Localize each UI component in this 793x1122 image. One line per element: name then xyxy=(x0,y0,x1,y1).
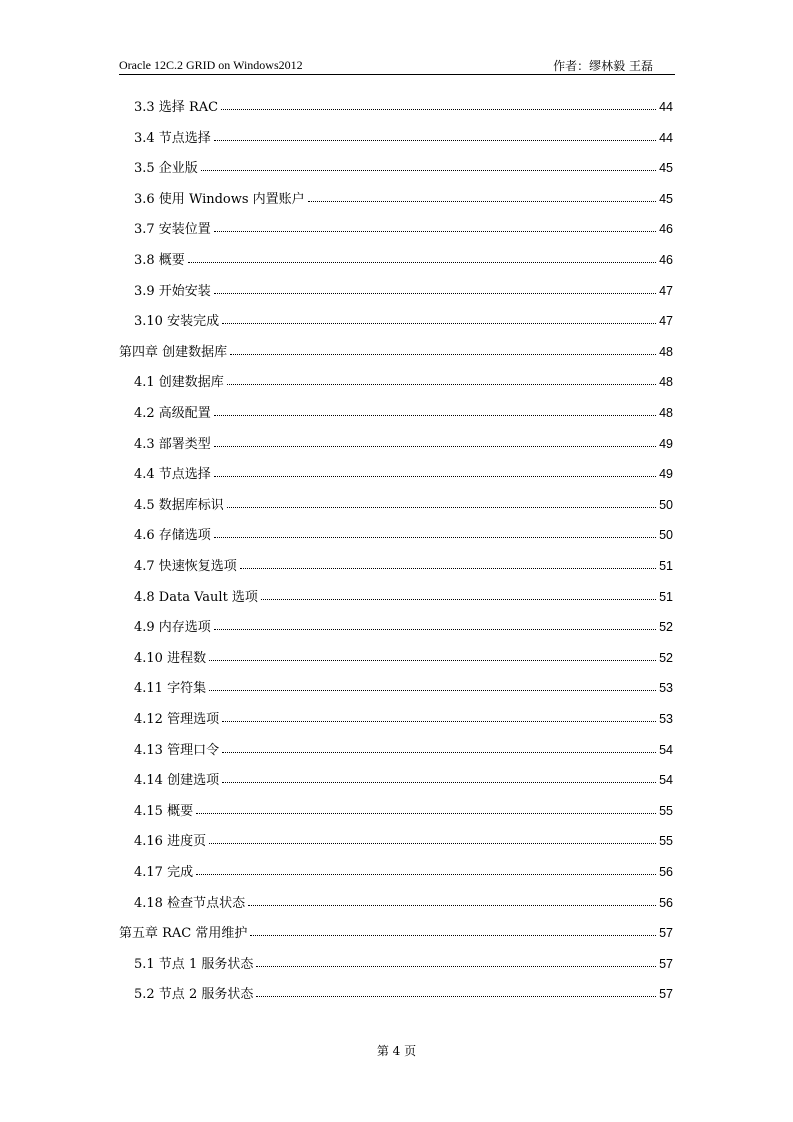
toc-dot-leader xyxy=(222,772,656,783)
toc-entry[interactable] xyxy=(119,341,673,361)
toc-entry-title: 4.7 快速恢复选项 xyxy=(134,559,237,574)
page-header xyxy=(119,56,675,75)
toc-entry-page: 50 xyxy=(659,528,673,543)
toc-entry[interactable] xyxy=(134,983,673,1003)
toc-entry-title: 第五章 RAC 常用维护 xyxy=(119,926,248,942)
toc-dot-leader xyxy=(196,864,656,875)
toc-entry[interactable] xyxy=(134,218,673,238)
toc-dot-leader xyxy=(214,221,656,232)
toc-entry-title: 4.15 概要 xyxy=(134,803,194,819)
toc-entry-page: 57 xyxy=(659,956,673,971)
toc-entry-title: 4.8 Data Vault 选项 xyxy=(134,589,258,605)
toc-entry-page: 57 xyxy=(659,926,673,941)
toc-entry-page: 55 xyxy=(659,834,673,849)
toc-entry-page: 54 xyxy=(659,773,673,788)
toc-entry-page: 55 xyxy=(659,803,673,818)
toc-entry-page: 51 xyxy=(659,589,673,604)
toc-entry-title: 4.11 字符集 xyxy=(134,681,207,697)
toc-entry-title: 4.9 内存选项 xyxy=(134,620,211,636)
header-authors: 作者：缪林毅 王磊 xyxy=(553,59,653,73)
toc-entry[interactable] xyxy=(134,800,673,820)
toc-dot-leader xyxy=(214,619,656,630)
toc-entry-page: 49 xyxy=(659,467,673,482)
toc-dot-leader xyxy=(308,191,656,202)
toc-dot-leader xyxy=(222,711,656,722)
toc-entry[interactable] xyxy=(134,463,673,483)
toc-entry-title: 4.13 管理口令 xyxy=(134,742,220,758)
toc-entry-page: 49 xyxy=(659,436,673,451)
page-number: 第 4 页 xyxy=(376,1044,417,1058)
toc-entry-page: 52 xyxy=(659,650,673,665)
toc-entry-title: 4.17 完成 xyxy=(134,865,194,880)
toc-dot-leader xyxy=(250,925,656,936)
toc-dot-leader xyxy=(209,680,656,691)
toc-entry-title: 第四章 创建数据库 xyxy=(119,344,228,360)
toc-entry[interactable] xyxy=(134,96,673,116)
toc-entry-title: 4.18 检查节点状态 xyxy=(134,895,246,911)
toc-entry-page: 56 xyxy=(659,895,673,910)
toc-entry-page: 47 xyxy=(659,283,673,298)
toc-dot-leader xyxy=(196,803,656,814)
toc-entry[interactable] xyxy=(134,494,673,514)
toc-entry-page: 54 xyxy=(659,742,673,757)
toc-entry-title: 3.5 企业版 xyxy=(134,161,198,177)
toc-entry-page: 48 xyxy=(659,344,673,359)
toc-entry[interactable] xyxy=(134,157,673,177)
toc-dot-leader xyxy=(222,742,656,753)
toc-entry-page: 56 xyxy=(659,865,673,879)
toc-entry-page: 57 xyxy=(659,987,673,1002)
toc-entry-title: 3.9 开始安装 xyxy=(134,283,211,299)
toc-entry[interactable] xyxy=(134,892,673,912)
toc-entry[interactable] xyxy=(134,280,673,300)
toc-dot-leader xyxy=(248,895,656,906)
toc-entry[interactable] xyxy=(134,127,673,147)
toc-entry-title: 3.7 安装位置 xyxy=(134,222,211,238)
toc-entry-title: 4.12 管理选项 xyxy=(134,712,220,727)
toc-dot-leader xyxy=(214,283,656,294)
toc-entry-page: 47 xyxy=(659,314,673,329)
toc-dot-leader xyxy=(214,436,656,447)
toc-entry-title: 4.1 创建数据库 xyxy=(134,375,224,391)
toc-entry-page: 53 xyxy=(659,712,673,726)
toc-entry[interactable] xyxy=(134,708,673,728)
toc-dot-leader xyxy=(214,130,656,141)
toc-entry-page: 52 xyxy=(659,620,673,635)
toc-dot-leader xyxy=(201,160,656,171)
toc-entry-page: 46 xyxy=(659,253,673,267)
toc-entry-title: 4.16 进度页 xyxy=(134,834,207,850)
toc-entry-title: 4.10 进程数 xyxy=(134,650,207,666)
toc-entry-page: 48 xyxy=(659,406,673,420)
toc-entry-title: 3.3 选择 RAC xyxy=(134,100,219,115)
toc-entry-title: 5.2 节点 2 服务状态 xyxy=(134,987,254,1003)
toc-dot-leader xyxy=(227,497,656,508)
toc-entry-title: 4.3 部署类型 xyxy=(134,436,211,452)
toc-entry-title: 4.6 存储选项 xyxy=(134,528,211,544)
toc-entry[interactable] xyxy=(134,310,673,330)
toc-entry[interactable] xyxy=(134,953,673,973)
toc-entry[interactable] xyxy=(134,188,673,208)
toc-entry[interactable] xyxy=(134,555,673,575)
toc-entry-title: 3.6 使用 Windows 内置账户 xyxy=(134,191,305,207)
toc-entry-title: 4.14 创建选项 xyxy=(134,773,220,789)
toc-entry-title: 4.2 高级配置 xyxy=(134,406,211,421)
toc-entry-page: 53 xyxy=(659,681,673,696)
toc-dot-leader xyxy=(230,344,656,355)
toc-entry-page: 45 xyxy=(659,161,673,176)
toc-entry-title: 4.5 数据库标识 xyxy=(134,497,224,513)
toc-entry-title: 3.10 安装完成 xyxy=(134,314,220,330)
toc-entry[interactable] xyxy=(134,861,673,881)
toc-entry-title: 3.8 概要 xyxy=(134,253,185,268)
toc-entry-title: 4.4 节点选择 xyxy=(134,467,211,483)
toc-entry-title: 3.4 节点选择 xyxy=(134,130,211,146)
toc-entry-page: 46 xyxy=(659,222,673,237)
toc-entry[interactable] xyxy=(134,677,673,697)
toc-entry-title: 5.1 节点 1 服务状态 xyxy=(134,956,254,972)
toc-dot-leader xyxy=(256,956,656,967)
header-doc-title: Oracle 12C.2 GRID on Windows2012 xyxy=(119,58,303,72)
toc-entry[interactable] xyxy=(134,433,673,453)
toc-entry[interactable] xyxy=(134,830,673,850)
toc-entry-page: 50 xyxy=(659,497,673,512)
toc-entry-page: 44 xyxy=(659,100,673,114)
toc-entry[interactable] xyxy=(134,249,673,269)
toc-entry[interactable] xyxy=(134,769,673,789)
toc-dot-leader xyxy=(188,252,656,263)
toc-entry[interactable] xyxy=(134,371,673,391)
toc-dot-leader xyxy=(221,99,656,110)
toc-dot-leader xyxy=(209,833,656,844)
toc-dot-leader xyxy=(209,650,656,661)
toc-entry[interactable] xyxy=(134,616,673,636)
toc-dot-leader xyxy=(222,313,656,324)
toc-dot-leader xyxy=(214,466,656,477)
toc-dot-leader xyxy=(227,374,656,385)
toc-entry[interactable] xyxy=(134,402,673,422)
toc-dot-leader xyxy=(214,405,656,416)
toc-entry[interactable] xyxy=(134,524,673,544)
toc-dot-leader xyxy=(214,527,656,538)
toc-entry[interactable] xyxy=(134,647,673,667)
toc-dot-leader xyxy=(261,589,656,600)
toc-entry-page: 45 xyxy=(659,191,673,206)
toc-entry-page: 44 xyxy=(659,130,673,145)
toc-entry-page: 51 xyxy=(659,559,673,573)
toc-dot-leader xyxy=(240,558,656,569)
toc-entry[interactable] xyxy=(134,586,673,606)
toc-entry-page: 48 xyxy=(659,375,673,390)
toc-dot-leader xyxy=(256,986,656,997)
toc-entry[interactable] xyxy=(119,922,673,942)
toc-entry[interactable] xyxy=(134,739,673,759)
